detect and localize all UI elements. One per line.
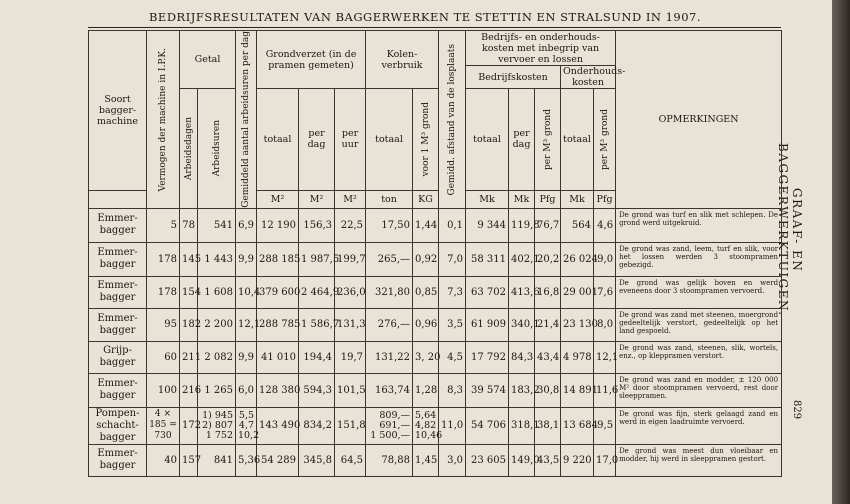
cell-gv-uur: 22,5 [335, 208, 366, 242]
unit-ok-totaal: Mk [561, 190, 594, 208]
header-bk-totaal: totaal [466, 89, 509, 191]
book-spine [832, 0, 850, 504]
cell-bk-dag: 402,1 [509, 242, 535, 276]
cell-gv-dag: 834,2 [299, 407, 335, 444]
cell-kolen-m3: 1,28 [413, 373, 439, 407]
cell-gv-uur: 131,3 [335, 308, 366, 341]
unit-bk-dag: Mk [509, 190, 535, 208]
cell-bk-tot: 63 702 [466, 276, 509, 308]
cell-bk-m3: 38,1 [535, 407, 561, 444]
cell-gem: 5,36 [236, 444, 257, 476]
cell-opm: De grond was meest dun vloeibaar en modder, hij werd in sleeppramen gestort. [616, 444, 782, 476]
cell-kolen-tot: 809,— 691,— 1 500,— [366, 407, 413, 444]
cell-opm: De grond was zand en modder, ± 120 000 M² door stoompramen vervoerd, rest door sleeppramen. [616, 373, 782, 407]
cell-gem: 5,5 4,7 10,2 [236, 407, 257, 444]
cell-ok-tot: 9 220 [561, 444, 594, 476]
cell-gv-tot: 54 289 [257, 444, 299, 476]
cell-uren: 1 443 [198, 242, 236, 276]
cell-ok-m3: 8,0 [594, 308, 616, 341]
cell-bk-tot: 39 574 [466, 373, 509, 407]
cell-dagen: 78 [180, 208, 198, 242]
unit-gv-totaal: M² [257, 190, 299, 208]
table-row [89, 276, 782, 308]
header-soort: Soort bagger-machine [89, 31, 147, 191]
header-bk-per-dag: per dag [509, 89, 535, 191]
cell-gv-dag: 1 987,5 [299, 242, 335, 276]
cell-bk-dag: 413,6 [509, 276, 535, 308]
cell-ok-m3: 9,0 [594, 242, 616, 276]
header-soort-spacer [89, 190, 147, 208]
cell-bk-tot: 23 605 [466, 444, 509, 476]
cell-ok-tot: 564 [561, 208, 594, 242]
cell-vermogen: 40 [147, 444, 180, 476]
cell-opm: De grond was zand, steenen, slik, wortels, enz., op kleppramen verstort. [616, 341, 782, 373]
cell-ok-tot: 23 130 [561, 308, 594, 341]
table-row [89, 373, 782, 407]
cell-opm: De grond was gelijk boven en werd eveneens door 3 stoompramen vervoerd. [616, 276, 782, 308]
unit-gv-dag: M² [299, 190, 335, 208]
cell-ok-m3: 11,6 [594, 373, 616, 407]
cell-kolen-tot: 265,— [366, 242, 413, 276]
cell-soort: Emmer-bagger [89, 242, 147, 276]
cell-dagen: 216 [180, 373, 198, 407]
cell-dagen: 182 [180, 308, 198, 341]
cell-uren: 541 [198, 208, 236, 242]
header-vermogen: Vermogen der machine in I.P.K. [147, 31, 180, 209]
cell-kolen-m3: 1,45 [413, 444, 439, 476]
cell-gem: 10,4 [236, 276, 257, 308]
cell-bk-dag: 119,8 [509, 208, 535, 242]
cell-kolen-m3: 5,64 4,82 10,46 [413, 407, 439, 444]
title-rule [88, 27, 781, 28]
cell-kolen-tot: 78,88 [366, 444, 413, 476]
cell-vermogen: 178 [147, 242, 180, 276]
cell-dagen: 154 [180, 276, 198, 308]
cell-gv-dag: 2 464,9 [299, 276, 335, 308]
cell-bk-m3: 30,8 [535, 373, 561, 407]
table-row [89, 341, 782, 373]
unit-gv-uur: M² [335, 190, 366, 208]
cell-bk-dag: 149,0 [509, 444, 535, 476]
cell-dagen: 145 [180, 242, 198, 276]
cell-bk-dag: 340,1 [509, 308, 535, 341]
cell-gv-tot: 379 600 [257, 276, 299, 308]
unit-bk-totaal: Mk [466, 190, 509, 208]
cell-kolen-m3: 0,92 [413, 242, 439, 276]
cell-soort: Emmer-bagger [89, 208, 147, 242]
cell-bk-m3: 21,4 [535, 308, 561, 341]
cell-kolen-m3: 1,44 [413, 208, 439, 242]
cell-vermogen: 60 [147, 341, 180, 373]
header-grondverzet: Grondverzet (in de pramen gemeten) [257, 31, 366, 89]
header-gv-per-dag: per dag [299, 89, 335, 191]
cell-gv-dag: 194,4 [299, 341, 335, 373]
cell-uren: 1) 945 2) 807 1 752 [198, 407, 236, 444]
cell-gv-dag: 1 586,7 [299, 308, 335, 341]
cell-opm: De grond was zand met steenen, moergrond gedeeltelijk verstort, gedeeltelijk op het land gespoeld. [616, 308, 782, 341]
cell-ok-m3: 17,0 [594, 444, 616, 476]
cell-gv-tot: 128 380 [257, 373, 299, 407]
cell-gv-tot: 12 190 [257, 208, 299, 242]
cell-opm: De grond was fijn, sterk gelaagd zand en werd in eigen laadruimte vervoerd. [616, 407, 782, 444]
cell-bk-dag: 84,3 [509, 341, 535, 373]
cell-vermogen: 178 [147, 276, 180, 308]
cell-gv-dag: 594,3 [299, 373, 335, 407]
cell-gv-tot: 288 185 [257, 242, 299, 276]
cell-gv-tot: 288 785 [257, 308, 299, 341]
cell-bk-dag: 318,1 [509, 407, 535, 444]
cell-ok-m3: 7,6 [594, 276, 616, 308]
cell-gv-uur: 151,8 [335, 407, 366, 444]
cell-bk-tot: 61 909 [466, 308, 509, 341]
header-arbeidsuren: Arbeidsuren [198, 89, 236, 209]
header-afstand: Gemidd. afstand van de losplaats [439, 31, 466, 209]
cell-afstand: 7,3 [439, 276, 466, 308]
cell-uren: 2 200 [198, 308, 236, 341]
header-gv-per-uur: per uur [335, 89, 366, 191]
cell-kolen-m3: 0,96 [413, 308, 439, 341]
header-ok-totaal: totaal [561, 89, 594, 191]
cell-bk-tot: 58 311 [466, 242, 509, 276]
cell-ok-tot: 26 024 [561, 242, 594, 276]
cell-uren: 841 [198, 444, 236, 476]
cell-soort: Pompen-schacht-bagger [89, 407, 147, 444]
cell-afstand: 4,5 [439, 341, 466, 373]
unit-ton: ton [366, 190, 413, 208]
header-bedrijfskosten: Bedrijfskosten [466, 66, 561, 89]
cell-afstand: 11,0 [439, 407, 466, 444]
cell-gem: 9,9 [236, 242, 257, 276]
cell-bk-tot: 9 344 [466, 208, 509, 242]
cell-kolen-tot: 276,— [366, 308, 413, 341]
cell-bk-m3: 76,7 [535, 208, 561, 242]
cell-dagen: 157 [180, 444, 198, 476]
cell-gv-uur: 199,7 [335, 242, 366, 276]
cell-afstand: 8,3 [439, 373, 466, 407]
cell-bk-m3: 20,2 [535, 242, 561, 276]
header-kolen-per-m3: voor 1 M³ grond [413, 89, 439, 191]
results-table-body [89, 208, 782, 476]
cell-gem: 9,9 [236, 341, 257, 373]
header-opmerkingen: OPMERKINGEN [616, 31, 782, 209]
cell-gv-dag: 156,3 [299, 208, 335, 242]
cell-afstand: 3,0 [439, 444, 466, 476]
cell-soort: Emmer-bagger [89, 444, 147, 476]
cell-bk-dag: 183,2 [509, 373, 535, 407]
cell-kolen-tot: 163,74 [366, 373, 413, 407]
cell-opm: De grond was turf en slik met schlepen. De grond werd uitgekruid. [616, 208, 782, 242]
cell-vermogen: 4 × 185 = 730 [147, 407, 180, 444]
cell-kolen-tot: 131,22 [366, 341, 413, 373]
header-bk-per-m3: per M³ grond [535, 89, 561, 191]
cell-kolen-m3: 0,85 [413, 276, 439, 308]
cell-gv-dag: 345,8 [299, 444, 335, 476]
table-row [89, 308, 782, 341]
cell-gv-uur: 101,5 [335, 373, 366, 407]
cell-gv-tot: 41 010 [257, 341, 299, 373]
cell-ok-m3: 4,6 [594, 208, 616, 242]
cell-ok-m3: 12,1 [594, 341, 616, 373]
header-ok-per-m3: per M³ grond [594, 89, 616, 191]
table-row [89, 444, 782, 476]
header-gv-totaal: totaal [257, 89, 299, 191]
cell-ok-m3: 9,5 [594, 407, 616, 444]
unit-kg: KG [413, 190, 439, 208]
unit-bk-m3: Pfg [535, 190, 561, 208]
cell-soort: Emmer-bagger [89, 308, 147, 341]
cell-opm: De grond was zand, leem, turf en slik, voor het lossen werden 3 stoompramen gebezigd. [616, 242, 782, 276]
cell-kolen-m3: 3, 20 [413, 341, 439, 373]
cell-soort: Emmer-bagger [89, 276, 147, 308]
header-kolen: Kolen-verbruik [366, 31, 439, 89]
cell-gem: 12,1 [236, 308, 257, 341]
results-table [88, 30, 782, 477]
table-row [89, 407, 782, 444]
cell-uren: 1 608 [198, 276, 236, 308]
cell-afstand: 3,5 [439, 308, 466, 341]
cell-bk-tot: 54 706 [466, 407, 509, 444]
cell-gv-uur: 19,7 [335, 341, 366, 373]
cell-kolen-tot: 17,50 [366, 208, 413, 242]
cell-gv-uur: 236,0 [335, 276, 366, 308]
cell-bk-tot: 17 792 [466, 341, 509, 373]
cell-bk-m3: 43,4 [535, 341, 561, 373]
cell-afstand: 7,0 [439, 242, 466, 276]
cell-ok-tot: 4 978 [561, 341, 594, 373]
cell-vermogen: 100 [147, 373, 180, 407]
page-title: BEDRIJFSRESULTATEN VAN BAGGERWERKEN TE STETTIN EN STRALSUND IN 1907. [148, 10, 702, 24]
cell-vermogen: 5 [147, 208, 180, 242]
cell-ok-tot: 13 684 [561, 407, 594, 444]
cell-dagen: 211 [180, 341, 198, 373]
cell-ok-tot: 14 891 [561, 373, 594, 407]
cell-uren: 1 265 [198, 373, 236, 407]
header-gemiddeld: Gemiddeld aantal arbeidsuren per dag [236, 31, 257, 209]
cell-kolen-tot: 321,80 [366, 276, 413, 308]
cell-vermogen: 95 [147, 308, 180, 341]
cell-dagen: 172 [180, 407, 198, 444]
unit-ok-m3: Pfg [594, 190, 616, 208]
cell-bk-m3: 43,5 [535, 444, 561, 476]
cell-gv-uur: 64,5 [335, 444, 366, 476]
cell-bk-m3: 16,8 [535, 276, 561, 308]
page-number: 829 [791, 400, 802, 420]
header-getal: Getal [180, 31, 236, 89]
cell-gv-tot: 143 490 [257, 407, 299, 444]
table-row [89, 208, 782, 242]
cell-uren: 2 082 [198, 341, 236, 373]
header-arbeidsdagen: Arbeidsdagen [180, 89, 198, 209]
cell-soort: Emmer-bagger [89, 373, 147, 407]
cell-afstand: 0,1 [439, 208, 466, 242]
header-kolen-totaal: totaal [366, 89, 413, 191]
cell-gem: 6,9 [236, 208, 257, 242]
side-running-title: GRAAF- EN BAGGERWERKTUIGEN. [776, 143, 804, 317]
table-row [89, 242, 782, 276]
header-bedrijfs: Bedrijfs- en onderhouds-kosten met inbegrip van vervoer en lossen [466, 31, 616, 66]
header-onderhoudskosten: Onderhouds-kosten [561, 66, 616, 89]
cell-ok-tot: 29 001 [561, 276, 594, 308]
cell-soort: Grijp-bagger [89, 341, 147, 373]
cell-gem: 6,0 [236, 373, 257, 407]
